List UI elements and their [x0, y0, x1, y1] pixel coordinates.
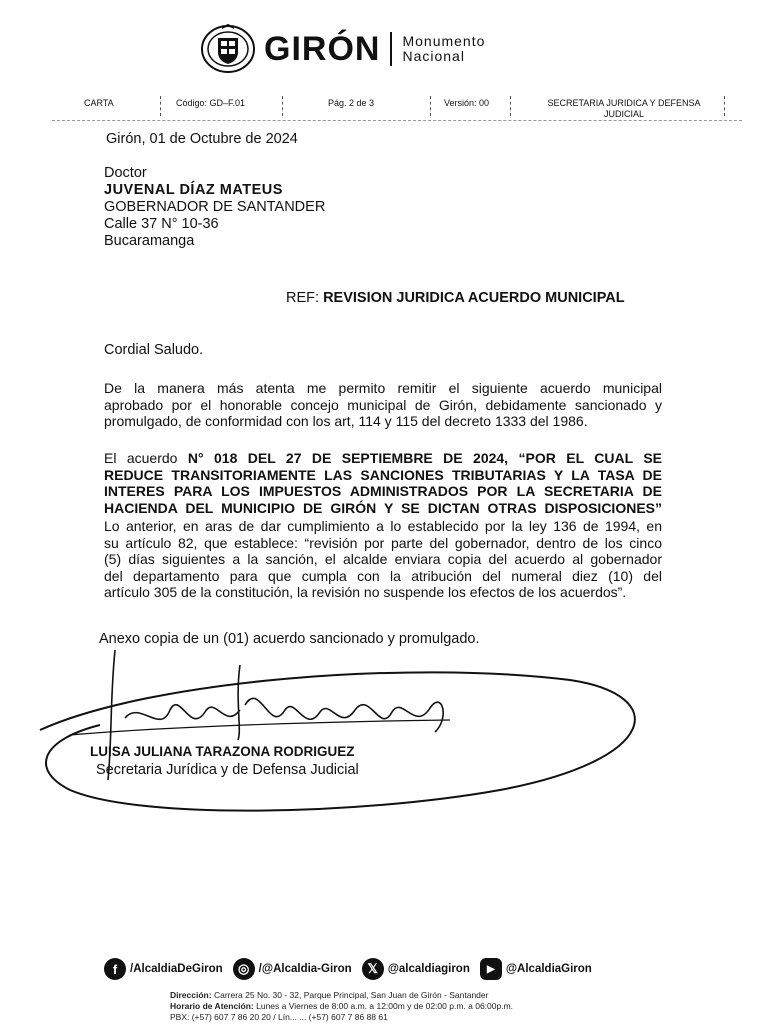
doc-page: Pág. 2 de 3 — [328, 98, 375, 108]
letter-date: Girón, 01 de Octubre de 2024 — [106, 131, 298, 147]
footer-address-text: Carrera 25 No. 30 - 32, Parque Principal, San Juan de Girón - Santander — [213, 990, 489, 1000]
brand-subtitle-line1: Monumento — [402, 33, 486, 49]
reference-label: REF: — [286, 290, 320, 306]
paragraph-3-line: artículo 305 de la constitución, la revisión no suspende los efectos de los acuerdos”. — [104, 584, 627, 601]
paragraph-2 — [104, 450, 662, 516]
brand-header — [200, 24, 485, 74]
coat-of-arms-icon — [200, 24, 256, 74]
handwritten-signature — [30, 640, 650, 830]
social-x[interactable] — [362, 958, 470, 980]
social-handle: @alcaldiagiron — [387, 963, 470, 975]
social-instagram[interactable] — [233, 958, 352, 980]
recipient-name: JUVENAL DÍAZ MATEUS — [104, 182, 283, 198]
footer-address-label: Dirección: — [170, 990, 212, 1000]
reference-text: REVISION JURIDICA ACUERDO MUNICIPAL — [323, 290, 625, 306]
paragraph-2-line — [104, 450, 662, 467]
paragraph-1-line: promulgado, de conformidad con los art, 114 y 115 del decreto 1333 del 1986. — [104, 413, 588, 430]
footer — [170, 990, 610, 1023]
reference-line — [286, 290, 625, 307]
social-youtube[interactable] — [480, 958, 592, 980]
social-handle: /@Alcaldia-Giron — [258, 963, 352, 975]
footer-hours — [170, 1001, 610, 1012]
doc-code: Código: GD–F.01 — [176, 98, 246, 108]
agreement-title-line: INTERES PARA LOS IMPUESTOS ADMINISTRADOS POR LA SECRETARIA DE — [104, 483, 662, 500]
recipient-title: Doctor — [104, 165, 147, 181]
brand-divider — [390, 32, 392, 66]
doc-version: Versión: 00 — [444, 98, 490, 108]
recipient-position: GOBERNADOR DE SANTANDER — [104, 199, 326, 215]
header-rule — [52, 120, 742, 121]
paragraph-1-line: aprobado por el honorable concejo municipal de Girón, debidamente sancionado y — [104, 396, 662, 413]
paragraph-3-line: (5) días siguientes a la sanción, el alcalde enviara copia del acuerdo al gobernador — [104, 551, 662, 568]
brand-subtitle — [402, 34, 485, 64]
paragraph-3-line: Lo anterior, en aras de dar cumplimiento a lo establecido por la ley 136 de 1994, en — [104, 518, 662, 534]
social-handle: @AlcaldiaGiron — [505, 963, 592, 975]
doc-type: CARTA — [84, 98, 114, 108]
agreement-intro: El acuerdo — [104, 450, 188, 466]
footer-hours-label: Horario de Atención: — [170, 1001, 254, 1011]
office-line1: SECRETARIA JURIDICA Y DEFENSA — [547, 98, 701, 108]
social-facebook[interactable] — [104, 958, 223, 980]
office-line2: JUDICIAL — [603, 109, 644, 119]
signer-role: Secretaria Jurídica y de Defensa Judicial — [96, 762, 359, 778]
paragraph-3 — [104, 518, 662, 601]
header-divider — [724, 96, 726, 116]
agreement-number: N° 018 DEL 27 DE SEPTIEMBRE DE 2024, “POR EL CUAL SE — [187, 450, 662, 466]
doc-office — [534, 98, 714, 120]
footer-phone: PBX: (+57) 607 7 86 20 20 / Lín... ... (+57) 607 7 86 88 61 — [170, 1012, 388, 1022]
social-links — [104, 954, 664, 984]
social-handle: /AlcaldiaDeGiron — [130, 963, 223, 975]
annex-note: Anexo copia de un (01) acuerdo sancionado y promulgado. — [99, 631, 480, 647]
paragraph-3-line: del departamento para que cumpla con la atribución del numeral diez (10) del — [104, 567, 662, 584]
header-divider — [282, 96, 284, 116]
recipient-address: Calle 37 N° 10-36 — [104, 216, 219, 232]
agreement-title-line: REDUCE TRANSITORIAMENTE LAS SANCIONES TRIBUTARIAS Y LA TASA DE — [104, 466, 662, 483]
youtube-icon: ▶ — [480, 958, 502, 980]
footer-address — [170, 990, 610, 1001]
recipient-city: Bucaramanga — [104, 233, 195, 249]
paragraph-1-line: De la manera más atenta me permito remitir el siguiente acuerdo municipal — [104, 380, 662, 396]
header-divider — [160, 96, 162, 116]
agreement-title-line: HACIENDA DEL MUNICIPIO DE GIRÓN Y SE DICTAN OTRAS DISPOSICIONES” — [104, 499, 662, 516]
header-divider — [430, 96, 432, 116]
paragraph-3-line: su artículo 82, que establece: “revisión por parte del gobernador, dentro de los cinco — [104, 534, 662, 551]
greeting: Cordial Saludo. — [104, 342, 204, 358]
document-header-row — [52, 96, 742, 122]
facebook-icon: f — [104, 958, 126, 980]
brand-name: GIRÓN — [264, 29, 381, 68]
brand-subtitle-line2: Nacional — [402, 48, 465, 64]
paragraph-1 — [104, 380, 662, 430]
header-divider — [510, 96, 512, 116]
footer-hours-text: Lunes a Viernes de 8:00 a.m. a 12:00m y de 02:00 p.m. a 06:00p.m. — [256, 1001, 514, 1011]
recipient-block — [104, 165, 325, 250]
signer-name: LUISA JULIANA TARAZONA RODRIGUEZ — [90, 744, 355, 759]
instagram-icon: ◎ — [233, 958, 255, 980]
x-icon: 𝕏 — [362, 958, 384, 980]
